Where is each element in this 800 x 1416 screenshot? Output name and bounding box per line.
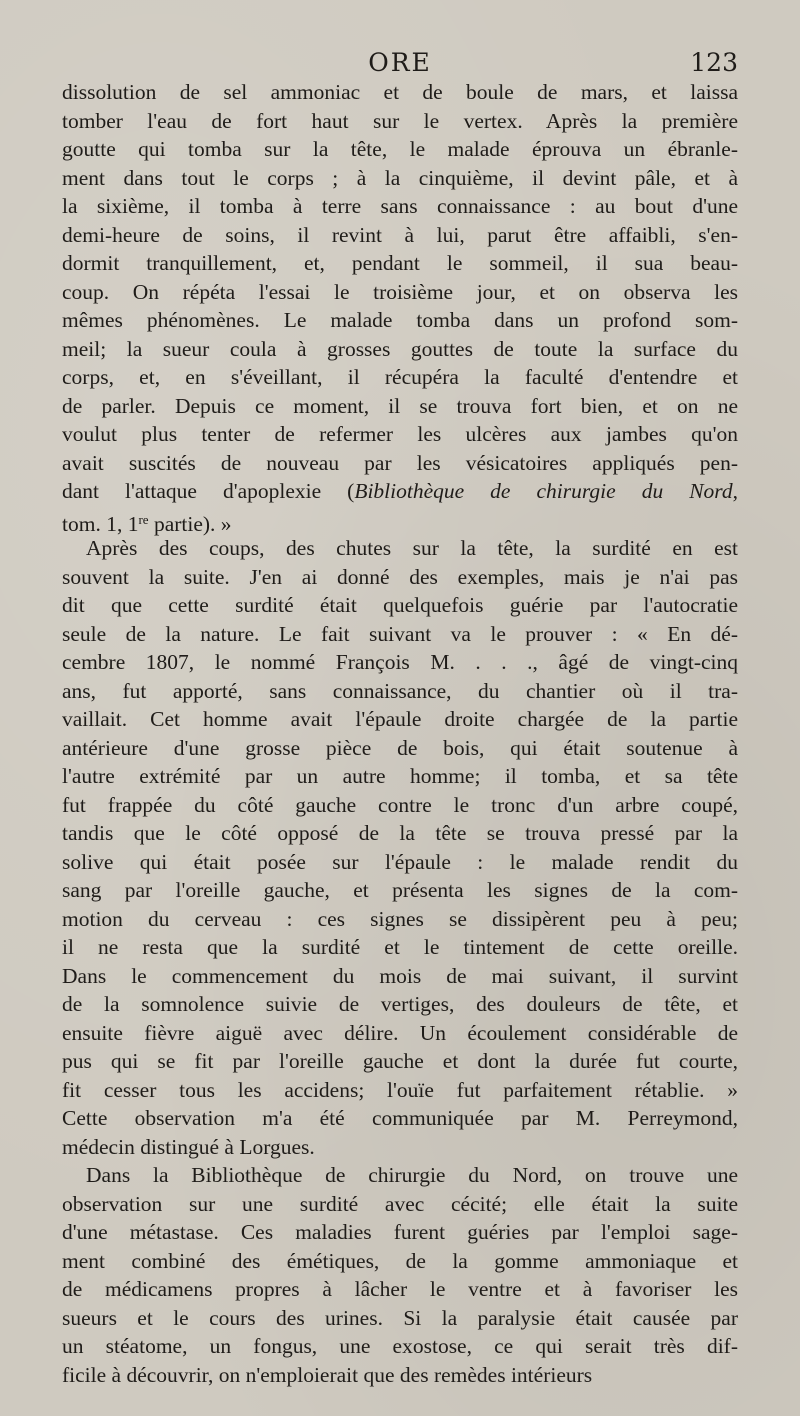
text-line: [62, 734, 738, 763]
text-line: [62, 905, 738, 934]
text-segment: Après des coups, des chutes sur la tête, la surdité en est: [86, 536, 738, 560]
page-header: [62, 48, 738, 80]
text-line: [62, 1247, 738, 1276]
text-segment: fut frappée du côté gauche contre le tronc d'un arbre coupé,: [62, 792, 738, 817]
text-segment: meil; la sueur coula à grosses gouttes de toute la surface du: [62, 336, 738, 361]
text-segment: dant l'attaque d'apoplexie (: [62, 479, 355, 503]
text-segment: demi-heure de soins, il revint à lui, parut être affaibli, s'en-: [62, 222, 738, 247]
text-segment: ficile à découvrir, on n'emploierait que des remèdes intérieurs: [62, 1362, 593, 1387]
text-line: [62, 933, 738, 962]
text-line: [62, 1190, 738, 1219]
text-line: [62, 1332, 738, 1361]
text-segment: ensuite fièvre aiguë avec délire. Un écoulement considérable de: [62, 1020, 738, 1045]
text-segment: souvent la suite. J'en ai donné des exemples, mais je n'ai pas: [62, 564, 738, 589]
text-line: [62, 192, 738, 221]
text-line: [62, 278, 738, 307]
text-segment: cembre 1807, le nommé François M. . . ., âgé de vingt-cinq: [62, 650, 738, 674]
text-line: [62, 1104, 738, 1133]
text-segment: corps, et, en s'éveillant, il récupéra la faculté d'entendre et: [62, 365, 738, 389]
text-segment: l'autre extrémité par un autre homme; il tomba, et sa tête: [62, 764, 738, 788]
text-line: [62, 164, 738, 193]
text-segment: mêmes phénomènes. Le malade tomba dans un profond som-: [62, 308, 738, 332]
text-line: [62, 249, 738, 278]
text-segment: observation sur une surdité avec cécité; elle était la suite: [62, 1191, 738, 1216]
text-line: [62, 762, 738, 791]
body-text: [62, 78, 738, 1389]
text-segment: motion du cerveau : ces signes se dissipèrent peu à peu;: [62, 906, 738, 931]
text-segment: avait suscités de nouveau par les vésicatoires appliqués pen-: [62, 450, 738, 475]
text-segment: dormit tranquillement, et, pendant le sommeil, il sua beau-: [62, 251, 738, 275]
text-line: [62, 534, 738, 563]
text-segment: sueurs et le cours des urines. Si la paralysie était causée par: [62, 1305, 738, 1330]
text-segment: de parler. Depuis ce moment, il se trouva fort bien, et on ne: [62, 393, 738, 418]
page-number: 123: [690, 48, 738, 77]
text-segment: ment combiné des émétiques, de la gomme ammoniaque et: [62, 1248, 738, 1273]
text-segment: un stéatome, un fongus, une exostose, ce qui serait très dif-: [62, 1334, 738, 1358]
text-line: [62, 876, 738, 905]
text-line: [62, 1361, 738, 1390]
running-head: ORE: [368, 48, 432, 77]
text-line: [62, 705, 738, 734]
text-segment: il ne resta que la surdité et le tintement de cette oreille.: [62, 935, 738, 959]
italic-title: Bibliothèque de chirurgie du Nord: [354, 479, 733, 503]
text-line: [62, 506, 738, 535]
text-line: [62, 477, 738, 506]
text-line: [62, 107, 738, 136]
text-segment: antérieure d'une grosse pièce de bois, qui était soutenue à: [62, 735, 738, 760]
text-line: [62, 791, 738, 820]
superscript: re: [138, 511, 149, 527]
text-segment: tomber l'eau de fort haut sur le vertex. Après la première: [62, 108, 738, 133]
text-segment: coup. On répéta l'essai le troisième jour, et on observa les: [62, 279, 738, 304]
text-line: [62, 591, 738, 620]
text-segment: solive qui était posée sur l'épaule : le malade rendit du: [62, 849, 738, 874]
text-segment: dit que cette surdité était quelquefois guérie par l'autocratie: [62, 593, 738, 617]
text-line: [62, 819, 738, 848]
text-line: [62, 1218, 738, 1247]
text-line: [62, 1161, 738, 1190]
text-line: [62, 1133, 738, 1162]
text-line: [62, 449, 738, 478]
text-segment: goutte qui tomba sur la tête, le malade éprouva un ébranle-: [62, 137, 738, 161]
text-segment: ment dans tout le corps ; à la cinquième, il devint pâle, et à: [62, 165, 738, 190]
text-line: [62, 1047, 738, 1076]
text-line: [62, 677, 738, 706]
text-segment: d'une métastase. Ces maladies furent guéries par l'emploi sage-: [62, 1220, 738, 1244]
text-segment: vaillait. Cet homme avait l'épaule droite chargée de la partie: [62, 707, 738, 731]
text-line: [62, 1019, 738, 1048]
text-line: [62, 1076, 738, 1105]
text-line: [62, 848, 738, 877]
text-segment: pus qui se fit par l'oreille gauche et dont la durée fut courte,: [62, 1049, 738, 1073]
text-line: [62, 563, 738, 592]
text-segment: seule de la nature. Le fait suivant va le prouver : « En dé-: [62, 621, 738, 646]
text-line: [62, 335, 738, 364]
text-line: [62, 1275, 738, 1304]
text-segment: tom. 1, 1: [62, 511, 139, 536]
text-segment: de médicamens propres à lâcher le ventre et à favoriser les: [62, 1277, 738, 1301]
text-line: [62, 363, 738, 392]
text-line: [62, 620, 738, 649]
text-segment: ,: [732, 479, 738, 503]
text-segment: de la somnolence suivie de vertiges, des douleurs de tête, et: [62, 992, 738, 1016]
text-segment: sang par l'oreille gauche, et présenta les signes de la com-: [62, 878, 738, 902]
text-segment: voulut plus tenter de refermer les ulcères aux jambes qu'on: [62, 422, 738, 446]
text-line: [62, 420, 738, 449]
text-line: [62, 990, 738, 1019]
text-segment: ans, fut apporté, sans connaissance, du chantier où il tra-: [62, 678, 738, 703]
text-segment: partie). »: [148, 511, 232, 536]
text-line: [62, 392, 738, 421]
text-line: [62, 962, 738, 991]
text-line: [62, 648, 738, 677]
text-segment: fit cesser tous les accidens; l'ouïe fut parfaitement rétablie. »: [62, 1077, 738, 1102]
text-segment: médecin distingué à Lorgues.: [62, 1134, 315, 1159]
text-segment: Cette observation m'a été communiquée par M. Perreymond,: [62, 1106, 738, 1130]
text-segment: Dans le commencement du mois de mai suivant, il survint: [62, 963, 738, 988]
text-segment: tandis que le côté opposé de la tête se trouva pressé par la: [62, 821, 738, 845]
text-line: [62, 306, 738, 335]
text-segment: Dans la Bibliothèque de chirurgie du Nord, on trouve une: [86, 1163, 738, 1187]
text-segment: la sixième, il tomba à terre sans connaissance : au bout d'une: [62, 194, 738, 218]
text-segment: dissolution de sel ammoniac et de boule de mars, et laissa: [62, 80, 738, 104]
text-line: [62, 78, 738, 107]
text-line: [62, 135, 738, 164]
text-line: [62, 1304, 738, 1333]
text-line: [62, 221, 738, 250]
